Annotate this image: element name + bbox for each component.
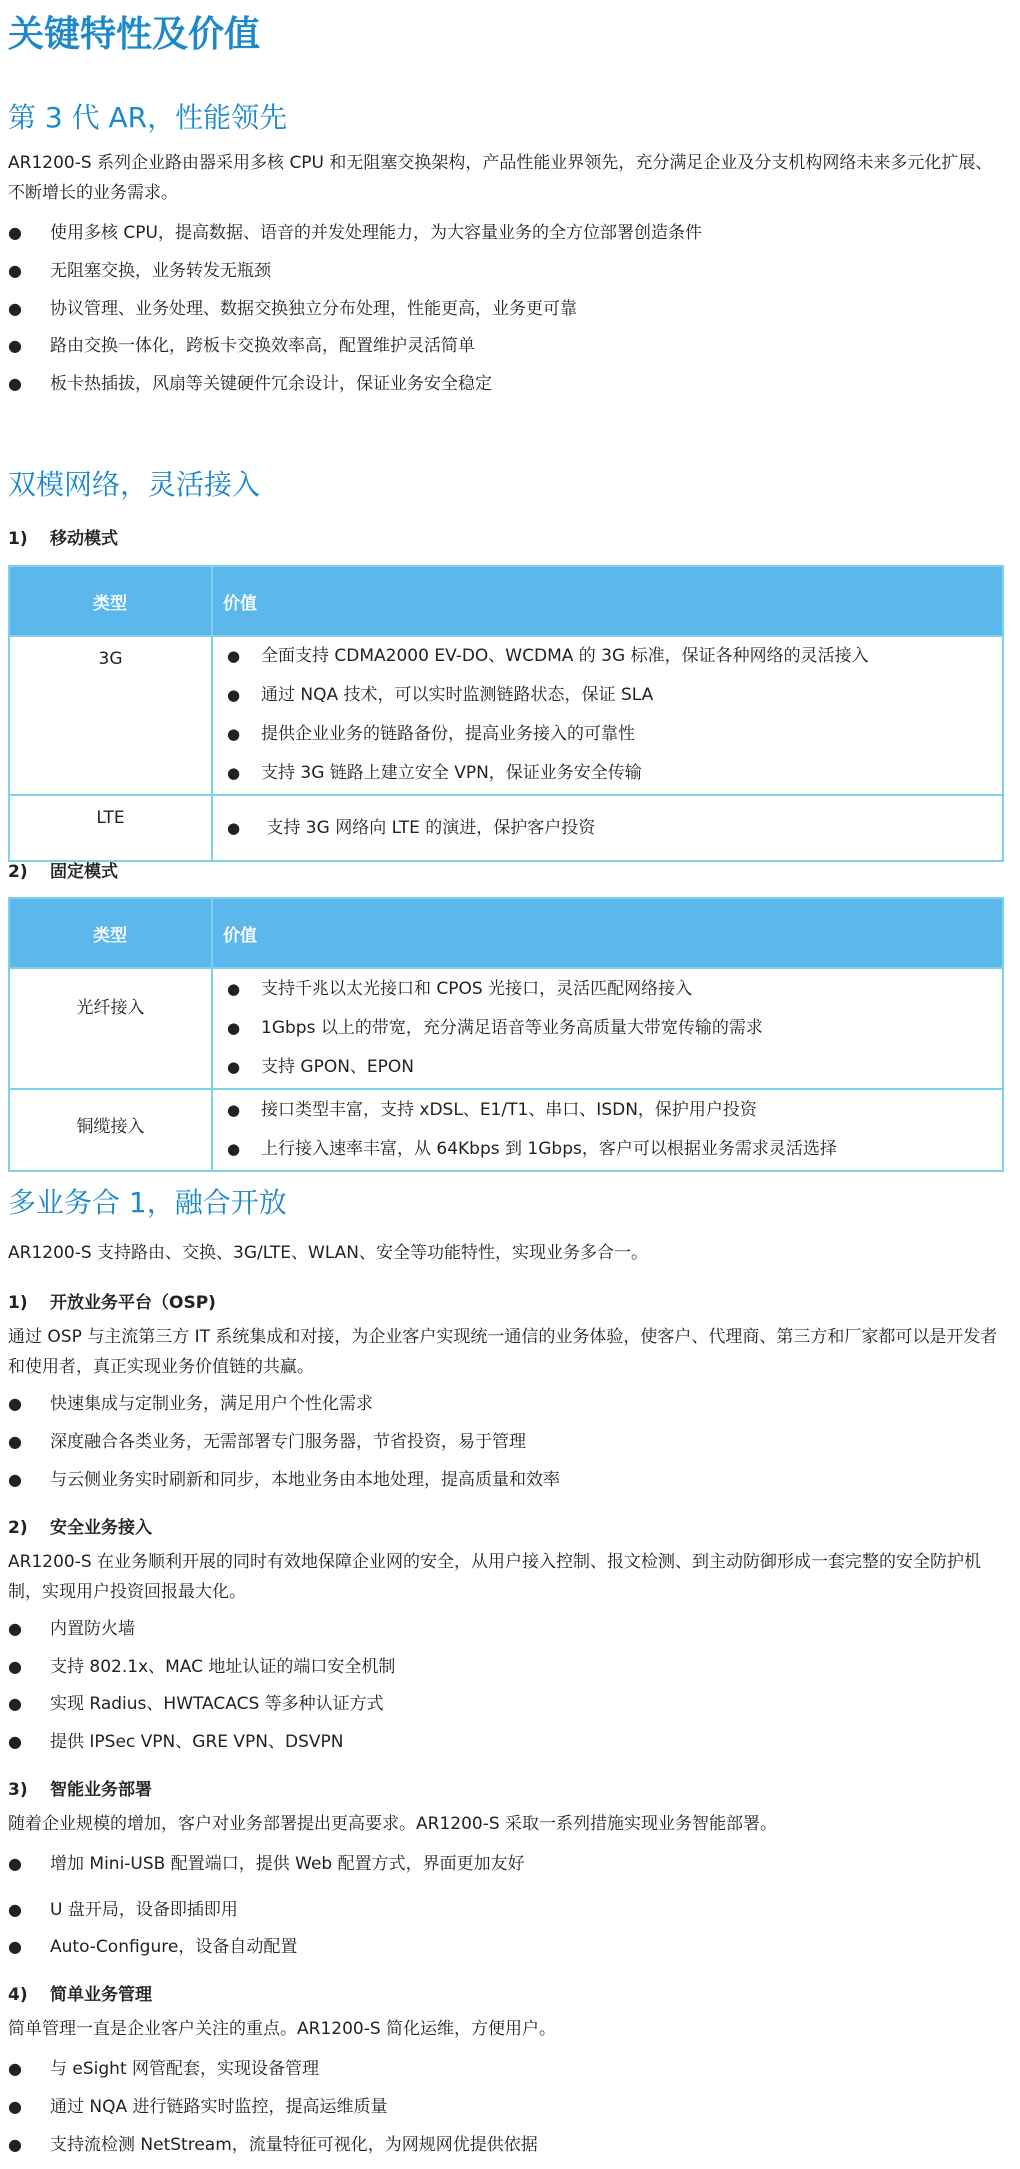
subheading-simple-mgmt: 4) 简单业务管理 [8, 1985, 152, 2005]
list-item: ● 上行接入速率丰富，从 64Kbps 到 1Gbps，客户可以根据业务需求灵活选择 [227, 1130, 1001, 1169]
bullet-icon: ● [227, 647, 241, 665]
subheading-security: 2) 安全业务接入 [8, 1518, 152, 1538]
bullet-item: ● U 盘开局，设备即插即用 [8, 1900, 238, 1920]
smart-deploy-paragraph: 随着企业规模的增加，客户对业务部署提出更高要求。AR1200-S 采取一系列措施实现业务智能部署。 [8, 1814, 778, 1834]
section-heading-performance: 第 3 代 AR，性能领先 [8, 101, 288, 134]
bullet-item: ● 实现 Radius、HWTACACS 等多种认证方式 [8, 1694, 384, 1714]
table-cell-value [212, 636, 1003, 795]
list-item: ● 支持 3G 网络向 LTE 的演进，保护客户投资 [227, 809, 1001, 848]
table-cell-value [212, 1089, 1003, 1171]
table-header-type: 类型 [9, 566, 212, 636]
bullet-icon: ● [8, 223, 22, 242]
bullet-item: ● 路由交换一体化，跨板卡交换效率高，配置维护灵活简单 [8, 336, 475, 356]
bullet-item: ● 使用多核 CPU，提高数据、语音的并发处理能力，为大容量业务的全方位部署创造条件 [8, 223, 702, 243]
table-header-row [9, 566, 1003, 636]
bullet-item: ● 快速集成与定制业务，满足用户个性化需求 [8, 1394, 373, 1414]
bullet-icon: ● [8, 1657, 22, 1676]
table-header-value: 价值 [212, 566, 1003, 636]
bullet-icon: ● [227, 764, 241, 782]
bullet-item: ● Auto-Configure，设备自动配置 [8, 1937, 298, 1957]
subheading-fixed: 2) 固定模式 [8, 862, 118, 882]
bullet-icon: ● [227, 686, 241, 704]
table-header-value: 价值 [212, 898, 1003, 968]
table-row [9, 636, 1003, 795]
subheading-mobile: 1) 移动模式 [8, 529, 118, 549]
bullet-item: ● 深度融合各类业务，无需部署专门服务器，节省投资，易于管理 [8, 1432, 526, 1452]
bullet-item: ● 支持 802.1x、MAC 地址认证的端口安全机制 [8, 1657, 396, 1677]
bullet-icon: ● [227, 725, 241, 743]
table-row [9, 795, 1003, 861]
bullet-icon: ● [8, 1937, 22, 1956]
section-paragraph: AR1200-S 支持路由、交换、3G/LTE、WLAN、安全等功能特性，实现业务多合一。 [8, 1243, 649, 1263]
list-item: ● 通过 NQA 技术，可以实时监测链路状态，保证 SLA [227, 676, 1001, 715]
bullet-icon: ● [8, 336, 22, 355]
bullet-item: ● 与 eSight 网管配套，实现设备管理 [8, 2059, 320, 2079]
subheading-smart-deploy: 3) 智能业务部署 [8, 1780, 152, 1800]
bullet-icon: ● [227, 1058, 241, 1076]
bullet-icon: ● [8, 1619, 22, 1638]
section-heading-multi-service: 多业务合 1，融合开放 [8, 1186, 287, 1219]
bullet-icon: ● [8, 1732, 22, 1751]
bullet-icon: ● [8, 1854, 22, 1873]
bullet-icon: ● [8, 374, 22, 393]
list-item: ● 支持千兆以太光接口和 CPOS 光接口，灵活匹配网络接入 [227, 970, 1001, 1009]
list-item: ● 支持 3G 链路上建立安全 VPN，保证业务安全传输 [227, 754, 1001, 793]
bullet-icon: ● [8, 1470, 22, 1489]
section-heading-dual-mode: 双模网络，灵活接入 [8, 468, 261, 501]
osp-paragraph: 通过 OSP 与主流第三方 IT 系统集成和对接，为企业客户实现统一通信的业务体验，使客户、代理商、第三方和厂家都可以是开发者和使用者，真正实现业务价值链的共赢。 [8, 1327, 998, 1377]
table-cell-value [212, 968, 1003, 1089]
table-cell-value [212, 795, 1003, 861]
bullet-icon: ● [227, 1140, 241, 1158]
table-cell-type: 光纤接入 [9, 968, 212, 1089]
bullet-icon: ● [8, 2097, 22, 2116]
table-cell-type: 铜缆接入 [9, 1089, 212, 1171]
subheading-osp: 1) 开放业务平台（OSP) [8, 1293, 216, 1313]
bullet-item: ● 协议管理、业务处理、数据交换独立分布处理，性能更高，业务更可靠 [8, 299, 577, 319]
table-cell-type: 3G [9, 636, 212, 795]
bullet-icon: ● [8, 1900, 22, 1919]
bullet-icon: ● [8, 2059, 22, 2078]
list-item: ● 1Gbps 以上的带宽，充分满足语音等业务高质量大带宽传输的需求 [227, 1009, 1001, 1048]
section-paragraph: AR1200-S 系列企业路由器采用多核 CPU 和无阻塞交换架构，产品性能业界领先，充分满足企业及分支机构网络未来多元化扩展、不断增长的业务需求。 [8, 153, 993, 203]
bullet-item: ● 增加 Mini-USB 配置端口，提供 Web 配置方式，界面更加友好 [8, 1854, 525, 1874]
table-cell-type: LTE [9, 795, 212, 861]
bullet-icon: ● [8, 1432, 22, 1451]
table-row [9, 968, 1003, 1089]
table-header-row [9, 898, 1003, 968]
bullet-icon: ● [8, 299, 22, 318]
bullet-icon: ● [8, 2135, 22, 2154]
bullet-icon: ● [227, 1019, 241, 1037]
bullet-icon: ● [8, 261, 22, 280]
bullet-item: ● 支持流检测 NetStream，流量特征可视化，为网规网优提供依据 [8, 2135, 538, 2155]
table-row [9, 1089, 1003, 1171]
fixed-mode-table [8, 897, 1004, 1172]
bullet-icon: ● [227, 1101, 241, 1119]
bullet-item: ● 提供 IPSec VPN、GRE VPN、DSVPN [8, 1732, 344, 1752]
list-item: ● 提供企业业务的链路备份，提高业务接入的可靠性 [227, 715, 1001, 754]
bullet-item: ● 无阻塞交换，业务转发无瓶颈 [8, 261, 271, 281]
list-item: ● 支持 GPON、EPON [227, 1048, 1001, 1087]
bullet-icon: ● [8, 1694, 22, 1713]
bullet-icon: ● [8, 1394, 22, 1413]
bullet-item: ● 与云侧业务实时刷新和同步，本地业务由本地处理，提高质量和效率 [8, 1470, 560, 1490]
page-title: 关键特性及价值 [8, 14, 261, 55]
list-item: ● 接口类型丰富，支持 xDSL、E1/T1、串口、ISDN，保护用户投资 [227, 1091, 1001, 1130]
bullet-icon: ● [227, 818, 241, 837]
security-paragraph: AR1200-S 在业务顺利开展的同时有效地保障企业网的安全，从用户接入控制、报文检测、到主动防御形成一套完整的安全防护机制，实现用户投资回报最大化。 [8, 1552, 982, 1602]
bullet-item: ● 内置防火墙 [8, 1619, 135, 1639]
bullet-item: ● 通过 NQA 进行链路实时监控，提高运维质量 [8, 2097, 388, 2117]
mobile-mode-table [8, 565, 1004, 862]
bullet-icon: ● [227, 980, 241, 998]
table-header-type: 类型 [9, 898, 212, 968]
simple-mgmt-paragraph: 简单管理一直是企业客户关注的重点。AR1200-S 简化运维，方便用户。 [8, 2019, 557, 2039]
bullet-item: ● 板卡热插拔，风扇等关键硬件冗余设计，保证业务安全稳定 [8, 374, 492, 394]
list-item: ● 全面支持 CDMA2000 EV-DO、WCDMA 的 3G 标准，保证各种网络的灵活接入 [227, 637, 1001, 676]
